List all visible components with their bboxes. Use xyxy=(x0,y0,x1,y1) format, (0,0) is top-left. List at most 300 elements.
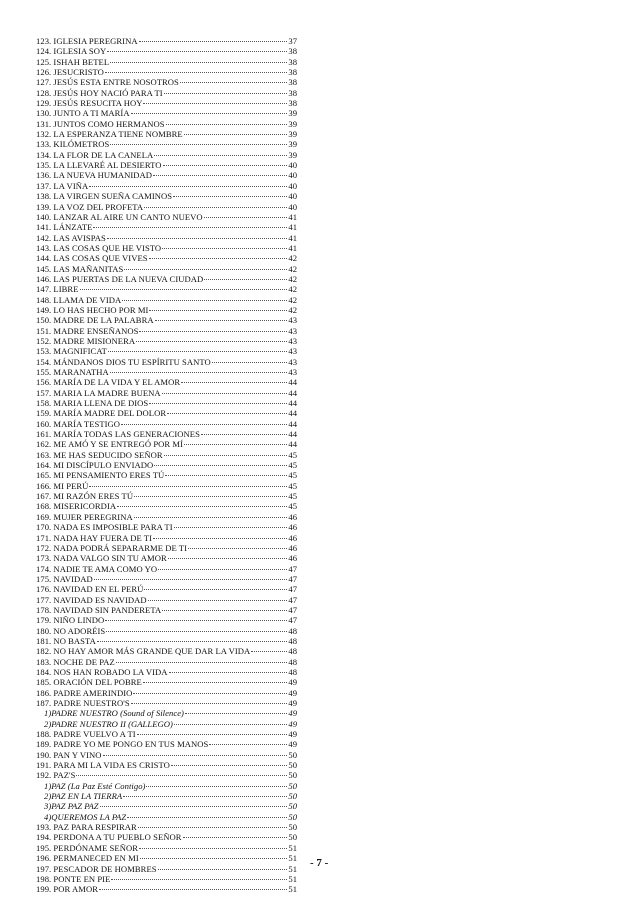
toc-entry-title: 3)PAZ PAZ PAZ xyxy=(44,801,99,812)
dot-leader xyxy=(153,538,287,539)
toc-entry-title: 191. PARA MI LA VIDA ES CRISTO xyxy=(36,760,170,771)
toc-entry-title: 182. NO HAY AMOR MÁS GRANDE QUE DAR LA VIDA xyxy=(36,646,251,657)
toc-entry-page: 49 xyxy=(288,677,297,688)
dot-leader xyxy=(174,527,288,528)
toc-entry-title: 157. MARIA LA MADRE BUENA xyxy=(36,387,161,398)
dot-leader xyxy=(89,486,287,487)
dot-leader xyxy=(158,869,288,870)
toc-entry-page: 51 xyxy=(288,853,297,864)
toc-entry xyxy=(36,429,297,439)
dot-leader xyxy=(180,82,288,83)
dot-leader xyxy=(149,310,287,311)
toc-entry xyxy=(36,264,297,274)
toc-entry-page: 49 xyxy=(288,729,297,740)
dot-leader xyxy=(110,62,287,63)
toc-entry xyxy=(36,346,297,356)
toc-entry xyxy=(36,874,297,884)
dot-leader xyxy=(105,72,287,73)
toc-entry-page: 41 xyxy=(288,211,297,222)
dot-leader xyxy=(165,475,287,476)
toc-entry-title: 198. PONTE EN PIE xyxy=(36,873,111,884)
toc-entry-page: 41 xyxy=(288,222,297,233)
toc-entry xyxy=(36,636,297,646)
toc-entry xyxy=(36,212,297,222)
toc-entry xyxy=(36,450,297,460)
toc-entry-title: 164. MI DISCÍPULO ENVIADO xyxy=(36,460,154,471)
dot-leader xyxy=(116,662,288,663)
toc-entry-title: 163. ME HAS SEDUCIDO SEÑOR xyxy=(36,449,163,460)
toc-entry xyxy=(36,181,297,191)
toc-entry-title: 167. MI RAZÓN ERES TÚ xyxy=(36,491,134,502)
toc-entry xyxy=(36,170,297,180)
toc-entry-page: 50 xyxy=(288,811,297,822)
toc-entry-page: 48 xyxy=(288,635,297,646)
toc-entry xyxy=(36,667,297,677)
toc-entry-page: 50 xyxy=(288,749,297,760)
toc-entry-title: 156. MARÍA DE LA VIDA Y EL AMOR xyxy=(36,377,181,388)
dot-leader xyxy=(136,341,287,342)
toc-subentry xyxy=(36,719,297,729)
toc-entry-page: 48 xyxy=(288,666,297,677)
toc-entry xyxy=(36,729,297,739)
toc-entry-title: 178. NAVIDAD SIN PANDERETA xyxy=(36,604,162,615)
toc-entry-page: 45 xyxy=(288,460,297,471)
dot-leader xyxy=(99,889,287,890)
toc-entry-page: 44 xyxy=(288,429,297,440)
toc-entry-title: 194. PERDONA A TU PUEBLO SEÑOR xyxy=(36,832,182,843)
toc-entry xyxy=(36,584,297,594)
toc-entry-title: 145. LAS MAÑANITAS xyxy=(36,263,124,274)
toc-entry xyxy=(36,739,297,749)
toc-entry-page: 44 xyxy=(288,377,297,388)
toc-entry xyxy=(36,760,297,770)
toc-entry-title: 186. PADRE AMERINDIO xyxy=(36,687,133,698)
toc-entry-title: 183. NOCHE DE PAZ xyxy=(36,656,115,667)
toc-entry-title: 136. LA NUEVA HUMANIDAD xyxy=(36,170,153,181)
dot-leader xyxy=(94,579,288,580)
toc-entry xyxy=(36,853,297,863)
toc-entry-title: 161. MARÍA TODAS LAS GENERACIONES xyxy=(36,429,200,440)
toc-entry-title: 173. NADA VALGO SIN TU AMOR xyxy=(36,553,167,564)
toc-entry-title: 172. NADA PODRÁ SEPARARME DE TI xyxy=(36,542,188,553)
dot-leader xyxy=(188,548,287,549)
toc-entry-page: 39 xyxy=(288,149,297,160)
toc-entry-title: 150. MADRE DE LA PALABRA xyxy=(36,315,154,326)
dot-leader xyxy=(123,796,287,797)
toc-entry xyxy=(36,843,297,853)
toc-entry-title: 193. PAZ PARA RESPIRAR xyxy=(36,822,137,833)
toc-entry-page: 51 xyxy=(288,873,297,884)
toc-entry-page: 42 xyxy=(288,263,297,274)
toc-entry-title: 170. NADA ES IMPOSIBLE PARA TI xyxy=(36,522,173,533)
toc-entry xyxy=(36,512,297,522)
toc-entry-page: 51 xyxy=(288,884,297,895)
toc-entry-title: 148. LLAMA DE VIDA xyxy=(36,294,122,305)
toc-entry-title: 125. ISHAH BETEL xyxy=(36,56,110,67)
toc-entry-title: 188. PADRE VUELVO A TI xyxy=(36,729,136,740)
toc-entry xyxy=(36,253,297,263)
toc-entry-page: 50 xyxy=(288,770,297,781)
toc-entry-page: 48 xyxy=(288,646,297,657)
toc-entry xyxy=(36,491,297,501)
toc-entry-page: 50 xyxy=(288,832,297,843)
dot-leader xyxy=(174,724,287,725)
dot-leader xyxy=(251,651,287,652)
toc-entry-page: 43 xyxy=(288,335,297,346)
toc-entry xyxy=(36,119,297,129)
toc-entry-page: 42 xyxy=(288,273,297,284)
toc-entry-title: 152. MADRE MISIONERA xyxy=(36,335,136,346)
dot-leader xyxy=(137,734,288,735)
toc-entry-page: 37 xyxy=(288,36,297,46)
toc-entry xyxy=(36,336,297,346)
toc-entry-page: 43 xyxy=(288,346,297,357)
toc-entry-page: 40 xyxy=(288,170,297,181)
dot-leader xyxy=(184,134,288,135)
dot-leader xyxy=(164,455,288,456)
toc-entry-title: 165. MI PENSAMIENTO ERES TÚ xyxy=(36,470,165,481)
dot-leader xyxy=(124,269,287,270)
toc-entry xyxy=(36,57,297,67)
toc-entry-title: 171. NADA HAY FUERA DE TI xyxy=(36,532,153,543)
toc-entry-page: 49 xyxy=(288,708,297,719)
toc-entry-title: 130. JUNTO A TI MARÍA xyxy=(36,108,130,119)
dot-leader xyxy=(108,351,287,352)
toc-entry xyxy=(36,139,297,149)
toc-entry xyxy=(36,646,297,656)
dot-leader xyxy=(134,517,288,518)
dot-leader xyxy=(100,806,288,807)
dot-leader xyxy=(97,641,288,642)
toc-entry xyxy=(36,864,297,874)
toc-entry-title: 195. PERDÓNAME SEÑOR xyxy=(36,842,138,853)
toc-entry-page: 46 xyxy=(288,553,297,564)
toc-entry xyxy=(36,191,297,201)
toc-entry-page: 38 xyxy=(288,46,297,57)
toc-entry-page: 44 xyxy=(288,387,297,398)
toc-entry xyxy=(36,574,297,584)
toc-entry xyxy=(36,615,297,625)
dot-leader xyxy=(183,837,288,838)
toc-entry-title: 133. KILÓMETROS xyxy=(36,139,110,150)
toc-entry-title: 175. NAVIDAD xyxy=(36,573,93,584)
dot-leader xyxy=(131,703,288,704)
toc-entry xyxy=(36,698,297,708)
toc-entry xyxy=(36,595,297,605)
toc-entry-page: 49 xyxy=(288,698,297,708)
toc-entry xyxy=(36,357,297,367)
toc-entry-title: 149. LO HAS HECHO POR MI xyxy=(36,304,149,315)
toc-entry-title: 189. PADRE YO ME PONGO EN TUS MANOS xyxy=(36,739,209,750)
dot-leader xyxy=(143,682,288,683)
toc-entry-page: 45 xyxy=(288,470,297,481)
dot-leader xyxy=(164,93,288,94)
toc-entry xyxy=(36,88,297,98)
dot-leader xyxy=(89,186,287,187)
toc-entry xyxy=(36,202,297,212)
toc-entry xyxy=(36,822,297,832)
toc-entry-page: 46 xyxy=(288,511,297,522)
toc-entry-page: 40 xyxy=(288,160,297,171)
toc-entry-page: 42 xyxy=(288,304,297,315)
dot-leader xyxy=(167,413,287,414)
toc-entry-title: 142. LAS AVISPAS xyxy=(36,232,106,243)
toc-entry-page: 43 xyxy=(288,315,297,326)
toc-entry-page: 44 xyxy=(288,398,297,409)
toc-entry-title: 181. NO BASTA xyxy=(36,635,96,646)
dot-leader xyxy=(158,569,287,570)
toc-entry-title: 132. LA ESPERANZA TIENE NOMBRE xyxy=(36,129,183,140)
toc-entry-page: 47 xyxy=(288,615,297,626)
toc-entry-title: 127. JESÚS ESTA ENTRE NOSOTROS xyxy=(36,77,179,88)
toc-entry-page: 48 xyxy=(288,656,297,667)
toc-entry-page: 50 xyxy=(288,801,297,812)
table-of-contents xyxy=(36,36,297,895)
dot-leader xyxy=(185,713,287,714)
toc-entry xyxy=(36,770,297,780)
toc-entry xyxy=(36,832,297,842)
toc-subentry xyxy=(36,812,297,822)
toc-entry-title: 146. LAS PUERTAS DE LA NUEVA CIUDAD xyxy=(36,273,204,284)
toc-entry xyxy=(36,481,297,491)
toc-entry xyxy=(36,677,297,687)
dot-leader xyxy=(105,620,287,621)
dot-leader xyxy=(80,289,288,290)
dot-leader xyxy=(144,207,287,208)
toc-entry-page: 46 xyxy=(288,532,297,543)
toc-entry-title: 192. PAZ'S xyxy=(36,770,76,781)
toc-entry-page: 39 xyxy=(288,139,297,150)
dot-leader xyxy=(181,382,287,383)
toc-entry-page: 51 xyxy=(288,863,297,874)
toc-entry xyxy=(36,150,297,160)
toc-entry-page: 39 xyxy=(288,118,297,129)
toc-entry-page: 38 xyxy=(288,67,297,78)
toc-entry-page: 47 xyxy=(288,573,297,584)
toc-entry-page: 47 xyxy=(288,594,297,605)
toc-entry xyxy=(36,553,297,563)
toc-entry-page: 38 xyxy=(288,87,297,98)
toc-entry xyxy=(36,460,297,470)
toc-entry-title: 126. JESUCRISTO xyxy=(36,67,104,78)
toc-entry-title: 2)PADRE NUESTRO II (GALLEGO) xyxy=(44,718,173,729)
dot-leader xyxy=(162,393,288,394)
toc-entry xyxy=(36,160,297,170)
dot-leader xyxy=(93,227,287,228)
toc-entry-page: 44 xyxy=(288,439,297,450)
toc-entry-page: 39 xyxy=(288,108,297,119)
toc-entry-title: 155. MARANATHA xyxy=(36,367,109,377)
toc-entry-title: 190. PAN Y VINO xyxy=(36,749,102,760)
dot-leader xyxy=(163,165,288,166)
dot-leader xyxy=(133,693,287,694)
toc-entry-page: 41 xyxy=(288,232,297,243)
dot-leader xyxy=(148,600,288,601)
toc-entry-title: 4)QUEREMOS LA PAZ xyxy=(44,811,127,822)
toc-entry xyxy=(36,688,297,698)
toc-entry-page: 50 xyxy=(288,780,297,791)
dot-leader xyxy=(110,144,287,145)
toc-entry-title: 144. LAS COSAS QUE VIVES xyxy=(36,253,148,264)
toc-entry-page: 43 xyxy=(288,325,297,336)
dot-leader xyxy=(173,196,287,197)
dot-leader xyxy=(144,589,287,590)
dot-leader xyxy=(107,238,288,239)
dot-leader xyxy=(146,786,287,787)
toc-entry xyxy=(36,657,297,667)
toc-entry-page: 50 xyxy=(288,791,297,802)
toc-entry xyxy=(36,605,297,615)
toc-entry xyxy=(36,108,297,118)
toc-entry-page: 49 xyxy=(288,739,297,750)
toc-entry xyxy=(36,419,297,429)
toc-entry-page: 45 xyxy=(288,491,297,502)
toc-entry-title: 139. LA VOZ DEL PROFETA xyxy=(36,201,144,212)
toc-entry-title: 137. LA VIÑA xyxy=(36,180,89,191)
toc-entry-page: 45 xyxy=(288,501,297,512)
toc-subentry xyxy=(36,708,297,718)
toc-entry xyxy=(36,67,297,77)
toc-entry-page: 39 xyxy=(288,129,297,140)
toc-entry-page: 42 xyxy=(288,253,297,264)
dot-leader xyxy=(139,331,287,332)
dot-leader xyxy=(111,879,287,880)
toc-entry-title: 185. ORACIÓN DEL POBRE xyxy=(36,677,142,688)
toc-entry xyxy=(36,274,297,284)
toc-entry-title: 199. POR AMOR xyxy=(36,884,99,895)
toc-entry-page: 50 xyxy=(288,760,297,771)
toc-entry-page: 50 xyxy=(288,822,297,833)
toc-entry-title: 134. LA FLOR DE LA CANELA xyxy=(36,149,154,160)
toc-entry xyxy=(36,222,297,232)
toc-entry-title: 154. MÁNDANOS DIOS TU ESPÍRITU SANTO xyxy=(36,356,211,367)
toc-entry-title: 176. NAVIDAD EN EL PERÚ xyxy=(36,584,144,595)
dot-leader xyxy=(139,848,287,849)
toc-entry-page: 51 xyxy=(288,842,297,853)
dot-leader xyxy=(212,362,288,363)
dot-leader xyxy=(103,755,288,756)
toc-entry xyxy=(36,305,297,315)
toc-entry xyxy=(36,408,297,418)
toc-entry xyxy=(36,326,297,336)
toc-entry xyxy=(36,284,297,294)
dot-leader xyxy=(204,279,287,280)
toc-entry-title: 131. JUNTOS COMO HERMANOS xyxy=(36,118,165,129)
toc-entry-page: 38 xyxy=(288,77,297,88)
dot-leader xyxy=(117,506,287,507)
dot-leader xyxy=(106,631,287,632)
dot-leader xyxy=(162,610,287,611)
toc-entry-title: 166. MI PERÚ xyxy=(36,480,89,491)
toc-entry-title: 129. JESÚS RESUCITA HOY xyxy=(36,98,143,109)
toc-entry-page: 38 xyxy=(288,56,297,67)
toc-entry-title: 151. MADRE ENSEÑANOS xyxy=(36,325,139,336)
toc-entry xyxy=(36,388,297,398)
dot-leader xyxy=(169,672,288,673)
toc-entry xyxy=(36,377,297,387)
toc-entry-title: 147. LIBRE xyxy=(36,284,79,295)
toc-entry-page: 40 xyxy=(288,201,297,212)
toc-entry xyxy=(36,315,297,325)
toc-entry-title: 180. NO ADORÉIS xyxy=(36,625,106,636)
toc-entry-title: 135. LA LLEVARÉ AL DESIERTO xyxy=(36,160,162,171)
dot-leader xyxy=(131,113,288,114)
toc-entry-title: 141. LÁNZATE xyxy=(36,222,93,233)
dot-leader xyxy=(153,175,287,176)
dot-leader xyxy=(149,403,287,404)
toc-entry-title: 1)PADRE NUESTRO (Sound of Silence) xyxy=(44,708,184,719)
toc-entry-page: 42 xyxy=(288,284,297,295)
toc-subentry xyxy=(36,781,297,791)
toc-entry xyxy=(36,129,297,139)
dot-leader xyxy=(166,124,288,125)
toc-entry-page: 45 xyxy=(288,449,297,460)
dot-leader xyxy=(138,827,288,828)
toc-subentry xyxy=(36,791,297,801)
toc-entry-title: 177. NAVIDAD ES NAVIDAD xyxy=(36,594,147,605)
toc-entry xyxy=(36,439,297,449)
toc-entry-title: 168. MISERICORDIA xyxy=(36,501,117,512)
toc-entry-page: 46 xyxy=(288,522,297,533)
toc-entry xyxy=(36,98,297,108)
toc-entry xyxy=(36,46,297,56)
dot-leader xyxy=(110,372,288,373)
dot-leader xyxy=(168,558,288,559)
toc-entry-title: 179. NIÑO LINDO xyxy=(36,615,105,626)
toc-entry-title: 1)PAZ (La Paz Esté Contigo) xyxy=(44,780,146,791)
dot-leader xyxy=(201,434,287,435)
dot-leader xyxy=(140,858,288,859)
toc-entry-title: 138. LA VIRGEN SUEÑA CAMINOS xyxy=(36,191,173,202)
toc-entry xyxy=(36,522,297,532)
dot-leader xyxy=(134,496,287,497)
toc-entry-page: 44 xyxy=(288,418,297,429)
toc-entry-page: 43 xyxy=(288,367,297,377)
toc-entry-page: 46 xyxy=(288,542,297,553)
toc-entry xyxy=(36,884,297,894)
toc-entry-title: 174. NADIE TE AMA COMO YO xyxy=(36,563,158,574)
toc-entry xyxy=(36,533,297,543)
dot-leader xyxy=(127,817,287,818)
dot-leader xyxy=(107,51,287,52)
toc-entry-page: 49 xyxy=(288,718,297,729)
toc-entry-page: 40 xyxy=(288,180,297,191)
dot-leader xyxy=(121,424,287,425)
toc-entry-title: 162. ME AMÓ Y SE ENTREGÓ POR MÍ xyxy=(36,439,184,450)
dot-leader xyxy=(139,41,288,42)
toc-entry-title: 124. IGLESIA SOY xyxy=(36,46,107,57)
dot-leader xyxy=(162,248,287,249)
toc-entry xyxy=(36,626,297,636)
toc-entry xyxy=(36,543,297,553)
dot-leader xyxy=(155,320,288,321)
toc-entry xyxy=(36,564,297,574)
toc-entry-title: 153. MAGNIFICAT xyxy=(36,346,107,357)
toc-entry-page: 47 xyxy=(288,604,297,615)
dot-leader xyxy=(122,300,287,301)
toc-entry-title: 187. PADRE NUESTRO'S xyxy=(36,698,130,708)
toc-entry xyxy=(36,243,297,253)
toc-entry-page: 38 xyxy=(288,98,297,109)
toc-entry-title: 128. JESÚS HOY NACIÓ PARA TI xyxy=(36,87,163,98)
toc-entry-title: 196. PERMANECED EN MI xyxy=(36,853,139,864)
toc-entry xyxy=(36,77,297,87)
dot-leader xyxy=(204,217,288,218)
dot-leader xyxy=(76,775,287,776)
toc-entry xyxy=(36,233,297,243)
toc-entry-title: 160. MARÍA TESTIGO xyxy=(36,418,121,429)
toc-entry xyxy=(36,750,297,760)
